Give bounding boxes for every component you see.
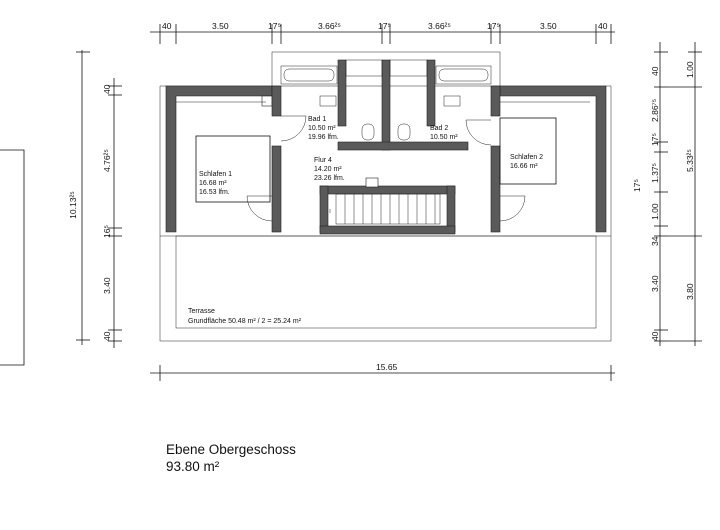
flur4-name: Flur 4 <box>314 157 332 164</box>
dim-left-total: 10.13²⁵ <box>68 191 78 219</box>
room-schlafen1 <box>199 171 232 196</box>
door-bad2 <box>466 120 491 145</box>
dim-right-7: 40 <box>650 331 660 341</box>
dim-left-3: 3.40 <box>102 277 112 294</box>
bad1-inner-wall <box>338 60 346 126</box>
schlafen1-area: 16.68 m² <box>199 180 227 187</box>
bathroom-south-wall <box>338 142 468 150</box>
dim-right-5: 34 <box>650 236 660 246</box>
bathtub-1 <box>281 66 337 84</box>
toilet-2 <box>398 124 410 140</box>
bad1-name: Bad 1 <box>308 116 327 123</box>
dim-top-1: 3.50 <box>212 21 229 31</box>
dim-top-7: 3.50 <box>540 21 557 31</box>
bathroom-divider-wall <box>382 60 390 150</box>
chimney <box>366 178 378 187</box>
dim-right-6: 3.40 <box>650 275 660 292</box>
bottom-dimension-line <box>150 362 615 381</box>
bathtub-2 <box>436 66 491 84</box>
schlafen1-perimeter: 16.53 lfm. <box>199 189 230 196</box>
bad2-inner-wall <box>427 60 435 126</box>
bad1-perimeter: 19.96 lfm. <box>308 134 339 141</box>
schlafen2-area: 16.66 m² <box>510 163 538 170</box>
dim-right-3: 1.37⁵ <box>650 162 660 183</box>
left-dimension-line <box>102 78 122 348</box>
room-flur4 <box>314 157 345 182</box>
terrasse-area: Grundfläche 50.48 m² / 2 = 25.24 m² <box>188 318 302 325</box>
room-bad1 <box>308 116 339 141</box>
dim-left-1: 4.76²⁵ <box>102 149 112 172</box>
right-dimension-line-inner <box>650 42 668 346</box>
dim-right-outer-1: 5.33²⁵ <box>685 149 695 172</box>
adjacent-building-outline <box>0 150 24 365</box>
dim-top-8: 40 <box>598 21 608 31</box>
stair-north-wall <box>320 186 455 194</box>
dim-left-4: 40 <box>102 331 112 341</box>
dim-right-4: 1.00 <box>650 203 660 220</box>
door-bad1 <box>281 116 306 141</box>
dim-right-2: 17⁵ <box>650 133 660 146</box>
terrasse-name: Terrasse <box>188 308 215 315</box>
room-terrasse <box>188 308 302 325</box>
dim-right-extra: 17⁵ <box>632 179 642 192</box>
toilet-1 <box>362 124 374 140</box>
plan-title: Ebene Obergeschoss <box>166 442 296 457</box>
sink-1 <box>320 96 336 106</box>
room-bad2 <box>430 125 458 141</box>
dim-left-2: 16⁵ <box>102 225 112 238</box>
left-dimension-line-total <box>68 50 90 345</box>
dim-right-outer-2: 3.80 <box>685 283 695 300</box>
building <box>160 52 611 341</box>
flur4-area: 14.20 m² <box>314 166 342 173</box>
dim-top-6: 17⁵ <box>487 21 500 31</box>
bed-schlafen2 <box>500 118 556 184</box>
dim-top-5: 3.66²⁵ <box>428 21 451 31</box>
sink-2 <box>444 96 460 106</box>
dim-top-0: 40 <box>162 21 172 31</box>
dim-bottom: 15.65 <box>376 362 398 372</box>
top-dimension-line <box>150 21 615 44</box>
right-dimension-line-outer <box>632 42 702 346</box>
bad1-area: 10.50 m² <box>308 125 336 132</box>
bad2-name: Bad 2 <box>430 125 449 132</box>
staircase <box>336 194 440 224</box>
dim-top-2: 17⁵ <box>268 21 281 31</box>
dim-right-1: 2.86⁷⁵ <box>650 98 660 122</box>
dim-top-3: 3.66²⁵ <box>318 21 341 31</box>
door-schlafen1 <box>247 196 272 221</box>
flur4-perimeter: 23.26 lfm. <box>314 175 345 182</box>
plan-total-area: 93.80 m² <box>166 459 220 474</box>
schlafen2-name: Schlafen 2 <box>510 154 544 161</box>
dim-right-outer-0: 1.00 <box>685 61 695 78</box>
schlafen1-name: Schlafen 1 <box>199 171 233 178</box>
dim-right-0: 40 <box>650 66 660 76</box>
bad2-area: 10.50 m² <box>430 134 458 141</box>
room-schlafen2 <box>510 154 543 170</box>
door-schlafen2 <box>500 196 525 221</box>
schlafen1-walls <box>166 86 272 232</box>
dim-top-4: 17⁵ <box>378 21 391 31</box>
terrace-outline <box>160 236 611 341</box>
dim-left-0: 40 <box>102 84 112 94</box>
